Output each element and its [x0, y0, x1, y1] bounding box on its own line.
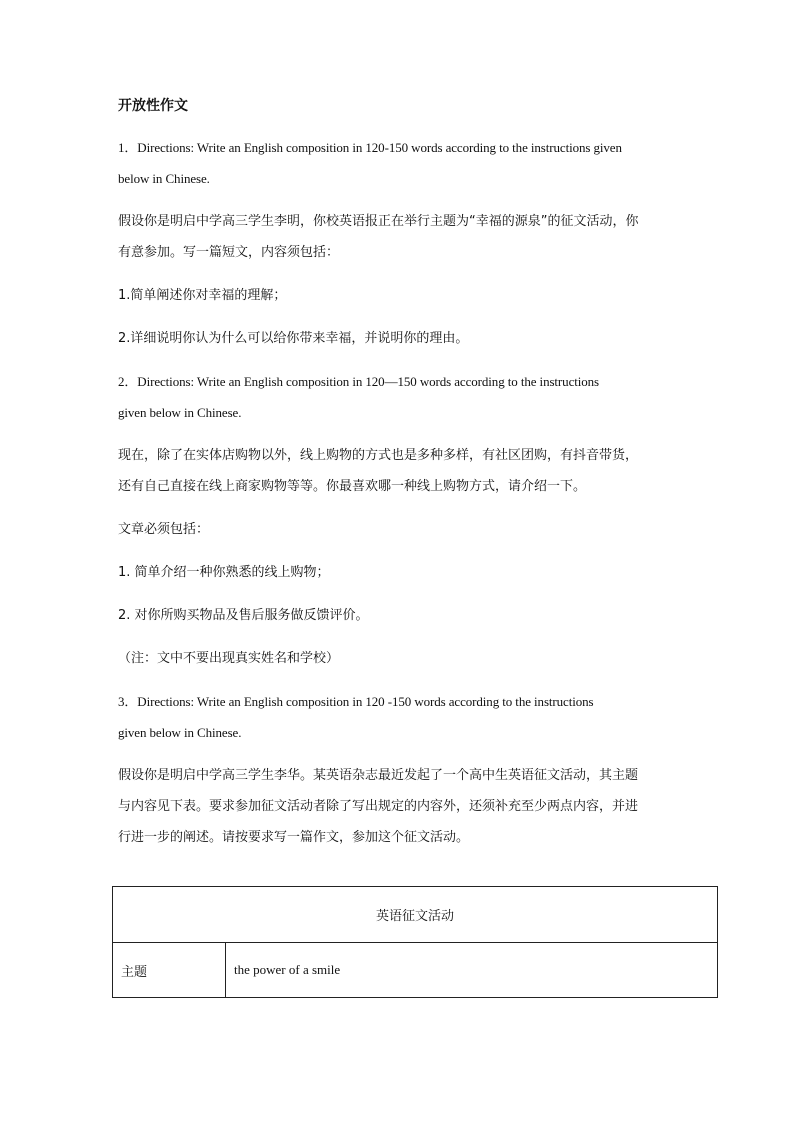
q1-chinese-line1: 假设你是明启中学高三学生李明，你校英语报正在举行主题为“幸福的源泉”的征文活动，你: [118, 214, 639, 229]
q2-directions-line1: 2．Directions: Write an English composition in 120—150 words according to the instructions: [118, 374, 600, 389]
essay-activity-table: [112, 886, 718, 998]
q1-directions-line2: below in Chinese.: [118, 171, 210, 186]
q3-directions: [118, 686, 698, 748]
q3-chinese-line1: 假设你是明启中学高三学生李华。某英语杂志最近发起了一个高中生英语征文活动，其主题: [118, 768, 639, 783]
document-content: [118, 96, 698, 865]
table-row: [113, 943, 718, 998]
q1-directions-line1: 1．Directions: Write an English composition in 120-150 words according to the instructions given: [118, 140, 622, 155]
q1-directions: [118, 132, 698, 194]
q1-chinese-prompt: [118, 206, 698, 268]
q2-must-include: 文章必须包括：: [118, 522, 210, 537]
table-title-row: [113, 887, 718, 943]
section-heading: 开放性作文: [118, 98, 188, 114]
q2-point1: 1. 简单介绍一种你熟悉的线上购物；: [118, 565, 330, 580]
q2-directions: [118, 366, 698, 428]
q1-chinese-line2: 有意参加。写一篇短文，内容须包括：: [118, 245, 340, 260]
q2-point2: 2. 对你所购买物品及售后服务做反馈评价。: [118, 608, 369, 623]
table-row-label: 主题: [113, 943, 226, 998]
q3-chinese-line2: 与内容见下表。要求参加征文活动者除了写出规定的内容外，还须补充至少两点内容，并进: [118, 799, 639, 814]
q2-chinese-prompt: [118, 440, 698, 502]
q2-note: （注：文中不要出现真实姓名和学校）: [118, 651, 340, 666]
q3-chinese-line3: 行进一步的阐述。请按要求写一篇作文，参加这个征文活动。: [118, 830, 470, 845]
q1-point2: 2.详细说明你认为什么可以给你带来幸福，并说明你的理由。: [118, 331, 469, 346]
q3-directions-line1: 3．Directions: Write an English composition in 120 -150 words according to the instructions: [118, 694, 594, 709]
q2-chinese-line2: 还有自己直接在线上商家购物等等。你最喜欢哪一种线上购物方式，请介绍一下。: [118, 479, 587, 494]
q2-chinese-line1: 现在，除了在实体店购物以外，线上购物的方式也是多种多样，有社区团购，有抖音带货，: [118, 448, 639, 463]
q3-directions-line2: given below in Chinese.: [118, 725, 242, 740]
table-row-value: the power of a smile: [226, 943, 718, 998]
q3-chinese-prompt: [118, 760, 698, 853]
q1-point1: 1.简单阐述你对幸福的理解；: [118, 288, 287, 303]
q2-directions-line2: given below in Chinese.: [118, 405, 242, 420]
table-title: 英语征文活动: [113, 887, 718, 943]
